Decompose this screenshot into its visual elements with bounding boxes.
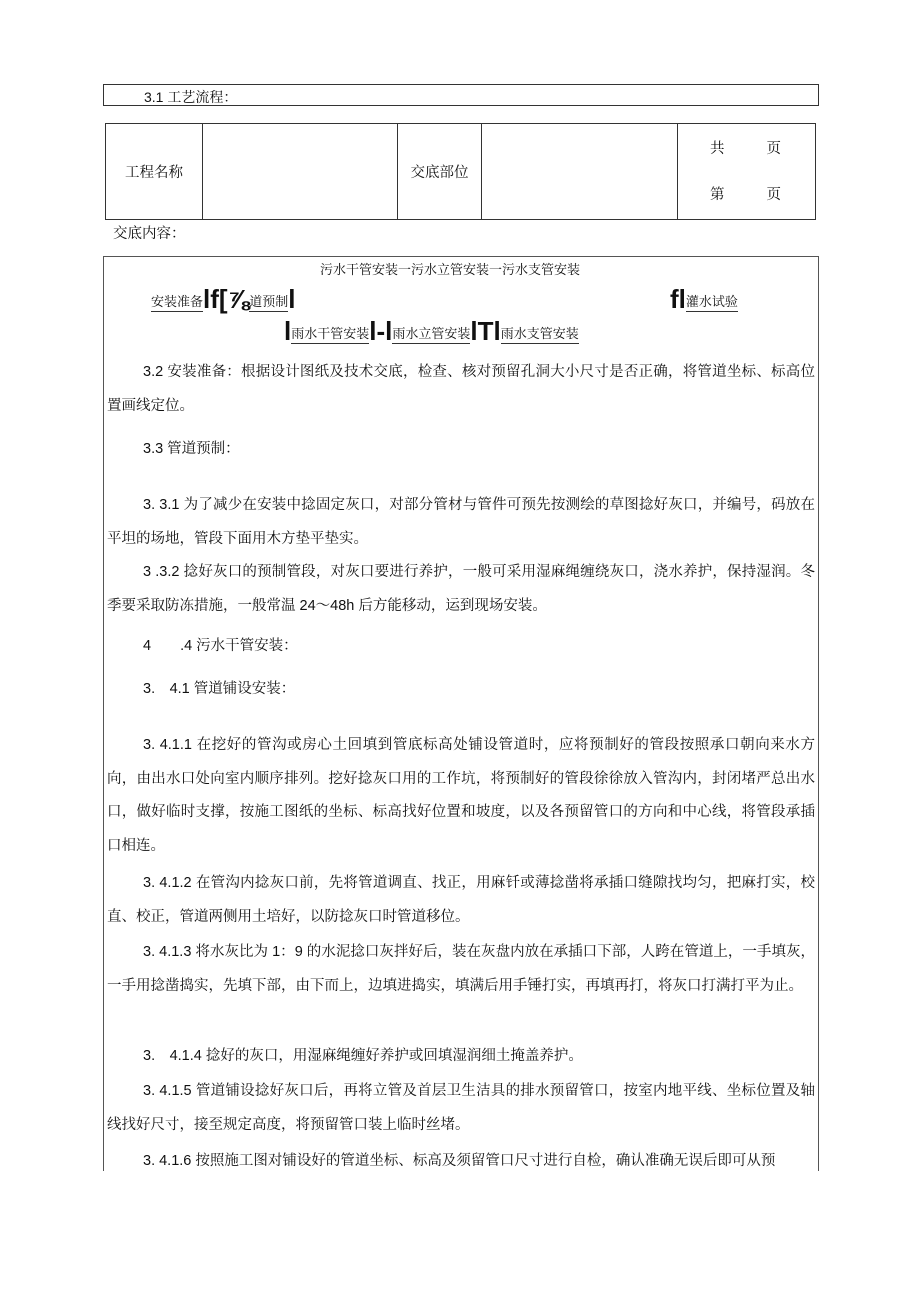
page-info [678, 124, 816, 220]
current-label: 第 [710, 186, 725, 203]
total-page: 页 [766, 140, 781, 157]
flow-rain-branch: 雨水支管安装 [501, 323, 579, 344]
current-page: 页 [766, 186, 781, 203]
flow-connector: lTl [470, 316, 501, 346]
project-name-value [203, 124, 398, 220]
paragraph: 3. 4.1.5 管道铺设捻好灰口后，再将立管及首层卫生洁具的排水预留管口，按室内地平线、坐标位置及轴线找好尺寸，接至规定高度，将预留管口装上临时丝堵。 [107, 1083, 815, 1133]
section-title-strip [103, 84, 819, 106]
paragraph: 3 .3.2 捻好灰口的预制管段，对灰口要进行养护，一般可采用湿麻绳缠绕灰口，浇水养护，保持湿润。冬季要采取防冻措施，一般常温 24～48h 后方能移动，运到现场安装。 [107, 564, 815, 614]
flow-connector: fl [670, 284, 686, 314]
flow-top-line: 污水干管安装一污水立管安装一污水支管安装 [320, 262, 581, 277]
flow-water-test: 灌水试验 [686, 291, 738, 312]
flow-connector: l-l [369, 316, 393, 346]
paragraph: 4 .4 污水干管安装： [143, 638, 298, 654]
total-label: 共 [710, 140, 725, 157]
paragraph: 3. 3.1 为了减少在安装中捻固定灰口，对部分管材与管件可预先按测绘的草图捻好灰口，并编号，码放在平坦的场地，管段下面用木方垫平垫实。 [107, 497, 815, 547]
flow-pipe-prefab: 道预制 [249, 291, 288, 312]
flow-connector: l [284, 316, 292, 346]
project-name-label: 工程名称 [106, 124, 203, 220]
paragraph: 3. 4.1.4 捻好的灰口，用湿麻绳缠好养护或回填湿润细土掩盖养护。 [143, 1048, 583, 1064]
flow-connector: l [288, 284, 296, 314]
part-label: 交底部位 [398, 124, 482, 220]
part-value [482, 124, 678, 220]
paragraph: 3. 4.1.6 按照施工图对铺设好的管道坐标、标高及须留管口尺寸进行自检，确认准确无误后即可从预 [143, 1153, 776, 1169]
flow-prep: 安装准备 [151, 291, 203, 312]
flow-row-1 [151, 286, 296, 312]
flow-row-1-right [670, 286, 738, 312]
flow-rain-riser: 雨水立管安装 [392, 323, 470, 344]
flow-connector: lf[⅞ [203, 284, 250, 314]
paragraph: 3. 4.1.2 在管沟内捻灰口前，先将管道调直、找正，用麻钎或薄捻凿将承插口缝隙找均匀，把麻打实，校直、校正，管道两侧用土培好，以防捻灰口时管道移位。 [107, 875, 815, 925]
paragraph: 3. 4.1.1 在挖好的管沟或房心土回填到管底标高处铺设管道时，应将预制好的管段按照承口朝向来水方向，由出水口处向室内顺序排列。挖好捻灰口用的工作坑，将预制好的管段徐徐放入管沟内，封闭堵严总出水口，做好临时支撑，按施工图纸的坐标、标高找好位置和坡度，以及各预留管口的方向和中心线，将管段承插口相连。 [107, 737, 815, 854]
paragraph: 3. 4.1.3 将水灰比为 1：9 的水泥捻口灰拌好后，装在灰盘内放在承插口下部，人跨在管道上，一手填灰，一手用捻凿捣实，先填下部，由下而上，边填进捣实，填满后用手锤打实，再填再打，将灰口打满打平为止。 [107, 944, 815, 994]
content-label: 交底内容： [113, 226, 186, 242]
header-table [105, 123, 816, 220]
flow-rain-main: 雨水干管安装 [291, 323, 369, 344]
section-title: 3.1 工艺流程： [144, 89, 238, 105]
paragraph: 3.3 管道预制： [143, 441, 240, 457]
paragraph: 3.2 安装准备：根据设计图纸及技术交底，检查、核对预留孔洞大小尺寸是否正确，将管道坐标、标高位置画线定位。 [107, 364, 815, 414]
flow-row-2 [284, 318, 579, 344]
paragraph: 3. 4.1 管道铺设安装： [143, 681, 296, 697]
